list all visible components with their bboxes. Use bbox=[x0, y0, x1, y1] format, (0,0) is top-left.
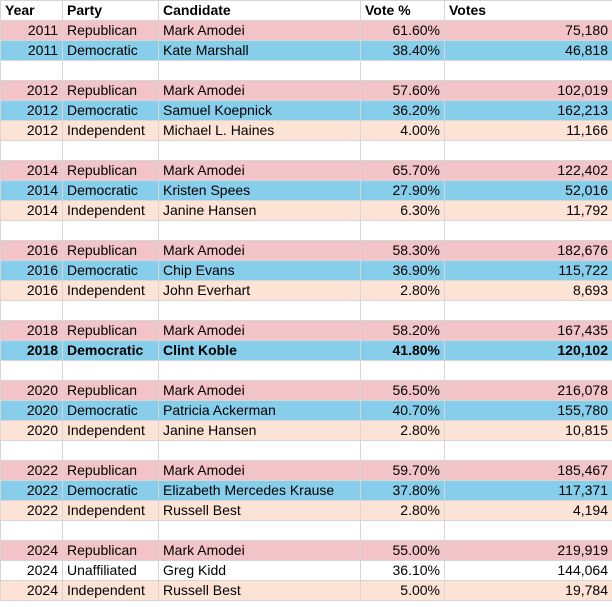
vote-pct-cell: 36.90% bbox=[361, 261, 445, 281]
votes-cell: 11,166 bbox=[445, 121, 612, 141]
spacer-cell bbox=[63, 301, 159, 321]
year-cell: 2011 bbox=[1, 41, 63, 61]
vote-pct-cell: 6.30% bbox=[361, 201, 445, 221]
party-cell: Independent bbox=[63, 421, 159, 441]
spacer-row bbox=[1, 441, 612, 461]
candidate-cell: Mark Amodei bbox=[159, 21, 361, 41]
candidate-cell: Clint Koble bbox=[159, 341, 361, 361]
party-cell: Independent bbox=[63, 501, 159, 521]
year-cell: 2012 bbox=[1, 101, 63, 121]
votes-cell: 52,016 bbox=[445, 181, 612, 201]
spacer-cell bbox=[63, 221, 159, 241]
party-cell: Independent bbox=[63, 201, 159, 221]
votes-cell: 8,693 bbox=[445, 281, 612, 301]
table-row bbox=[1, 21, 612, 41]
table-body bbox=[1, 21, 612, 601]
table-row bbox=[1, 401, 612, 421]
table-row bbox=[1, 181, 612, 201]
party-cell: Democratic bbox=[63, 401, 159, 421]
party-cell: Democratic bbox=[63, 341, 159, 361]
vote-pct-cell: 58.30% bbox=[361, 241, 445, 261]
party-cell: Republican bbox=[63, 321, 159, 341]
votes-cell: 162,213 bbox=[445, 101, 612, 121]
votes-cell: 155,780 bbox=[445, 401, 612, 421]
party-cell: Independent bbox=[63, 121, 159, 141]
table-row bbox=[1, 421, 612, 441]
year-cell: 2011 bbox=[1, 21, 63, 41]
candidate-cell: Janine Hansen bbox=[159, 421, 361, 441]
table-row bbox=[1, 281, 612, 301]
table-row bbox=[1, 241, 612, 261]
party-cell: Unaffiliated bbox=[63, 561, 159, 581]
votes-cell: 19,784 bbox=[445, 581, 612, 601]
header-party: Party bbox=[63, 1, 159, 21]
spacer-row bbox=[1, 301, 612, 321]
party-cell: Democratic bbox=[63, 101, 159, 121]
votes-cell: 115,722 bbox=[445, 261, 612, 281]
spacer-cell bbox=[159, 361, 361, 381]
vote-pct-cell: 59.70% bbox=[361, 461, 445, 481]
votes-cell: 117,371 bbox=[445, 481, 612, 501]
spacer-cell bbox=[159, 141, 361, 161]
year-cell: 2024 bbox=[1, 561, 63, 581]
spacer-cell bbox=[1, 301, 63, 321]
table-row bbox=[1, 161, 612, 181]
candidate-cell: Elizabeth Mercedes Krause bbox=[159, 481, 361, 501]
votes-cell: 120,102 bbox=[445, 341, 612, 361]
spacer-cell bbox=[1, 361, 63, 381]
spacer-row bbox=[1, 141, 612, 161]
vote-pct-cell: 2.80% bbox=[361, 501, 445, 521]
spacer-cell bbox=[1, 441, 63, 461]
votes-cell: 11,792 bbox=[445, 201, 612, 221]
party-cell: Republican bbox=[63, 461, 159, 481]
vote-pct-cell: 57.60% bbox=[361, 81, 445, 101]
table-row bbox=[1, 341, 612, 361]
spacer-cell bbox=[63, 441, 159, 461]
spacer-cell bbox=[445, 301, 612, 321]
year-cell: 2016 bbox=[1, 281, 63, 301]
party-cell: Republican bbox=[63, 21, 159, 41]
table-row bbox=[1, 481, 612, 501]
header-vote-pct: Vote % bbox=[361, 1, 445, 21]
candidate-cell: Mark Amodei bbox=[159, 81, 361, 101]
year-cell: 2020 bbox=[1, 421, 63, 441]
spacer-cell bbox=[1, 221, 63, 241]
vote-pct-cell: 36.10% bbox=[361, 561, 445, 581]
votes-cell: 122,402 bbox=[445, 161, 612, 181]
vote-pct-cell: 65.70% bbox=[361, 161, 445, 181]
year-cell: 2020 bbox=[1, 381, 63, 401]
year-cell: 2014 bbox=[1, 201, 63, 221]
year-cell: 2022 bbox=[1, 481, 63, 501]
spacer-cell bbox=[1, 61, 63, 81]
header-candidate: Candidate bbox=[159, 1, 361, 21]
vote-pct-cell: 41.80% bbox=[361, 341, 445, 361]
votes-cell: 167,435 bbox=[445, 321, 612, 341]
party-cell: Republican bbox=[63, 381, 159, 401]
votes-cell: 144,064 bbox=[445, 561, 612, 581]
spacer-cell bbox=[159, 221, 361, 241]
spacer-cell bbox=[63, 521, 159, 541]
spacer-cell bbox=[159, 61, 361, 81]
vote-pct-cell: 36.20% bbox=[361, 101, 445, 121]
candidate-cell: Mark Amodei bbox=[159, 241, 361, 261]
party-cell: Republican bbox=[63, 541, 159, 561]
candidate-cell: Mark Amodei bbox=[159, 161, 361, 181]
spacer-cell bbox=[361, 61, 445, 81]
spacer-cell bbox=[361, 441, 445, 461]
votes-cell: 182,676 bbox=[445, 241, 612, 261]
spacer-cell bbox=[361, 301, 445, 321]
vote-pct-cell: 55.00% bbox=[361, 541, 445, 561]
year-cell: 2012 bbox=[1, 121, 63, 141]
spacer-row bbox=[1, 361, 612, 381]
spacer-cell bbox=[159, 521, 361, 541]
candidate-cell: Russell Best bbox=[159, 581, 361, 601]
candidate-cell: Patricia Ackerman bbox=[159, 401, 361, 421]
year-cell: 2022 bbox=[1, 501, 63, 521]
table-row bbox=[1, 201, 612, 221]
candidate-cell: Mark Amodei bbox=[159, 461, 361, 481]
votes-cell: 219,919 bbox=[445, 541, 612, 561]
spacer-cell bbox=[445, 141, 612, 161]
table-row bbox=[1, 321, 612, 341]
candidate-cell: Kate Marshall bbox=[159, 41, 361, 61]
votes-cell: 4,194 bbox=[445, 501, 612, 521]
year-cell: 2014 bbox=[1, 161, 63, 181]
candidate-cell: Chip Evans bbox=[159, 261, 361, 281]
votes-cell: 185,467 bbox=[445, 461, 612, 481]
spacer-cell bbox=[1, 141, 63, 161]
spacer-cell bbox=[63, 361, 159, 381]
candidate-cell: Mark Amodei bbox=[159, 541, 361, 561]
table-row bbox=[1, 561, 612, 581]
party-cell: Democratic bbox=[63, 41, 159, 61]
spacer-cell bbox=[63, 141, 159, 161]
table-row bbox=[1, 121, 612, 141]
year-cell: 2014 bbox=[1, 181, 63, 201]
header-row bbox=[1, 1, 612, 21]
votes-cell: 102,019 bbox=[445, 81, 612, 101]
party-cell: Democratic bbox=[63, 181, 159, 201]
vote-pct-cell: 37.80% bbox=[361, 481, 445, 501]
spacer-cell bbox=[361, 521, 445, 541]
vote-pct-cell: 27.90% bbox=[361, 181, 445, 201]
table-row bbox=[1, 381, 612, 401]
candidate-cell: Michael L. Haines bbox=[159, 121, 361, 141]
party-cell: Democratic bbox=[63, 481, 159, 501]
header-votes: Votes bbox=[445, 1, 612, 21]
votes-cell: 10,815 bbox=[445, 421, 612, 441]
table-row bbox=[1, 581, 612, 601]
spacer-cell bbox=[159, 441, 361, 461]
year-cell: 2018 bbox=[1, 341, 63, 361]
party-cell: Democratic bbox=[63, 261, 159, 281]
party-cell: Independent bbox=[63, 581, 159, 601]
vote-pct-cell: 2.80% bbox=[361, 421, 445, 441]
candidate-cell: Kristen Spees bbox=[159, 181, 361, 201]
candidate-cell: John Everhart bbox=[159, 281, 361, 301]
candidate-cell: Samuel Koepnick bbox=[159, 101, 361, 121]
header-year: Year bbox=[1, 1, 63, 21]
votes-cell: 75,180 bbox=[445, 21, 612, 41]
year-cell: 2024 bbox=[1, 541, 63, 561]
spacer-row bbox=[1, 521, 612, 541]
spacer-cell bbox=[63, 61, 159, 81]
vote-pct-cell: 61.60% bbox=[361, 21, 445, 41]
spacer-cell bbox=[445, 521, 612, 541]
spacer-cell bbox=[445, 441, 612, 461]
spacer-cell bbox=[361, 141, 445, 161]
table-row bbox=[1, 41, 612, 61]
year-cell: 2020 bbox=[1, 401, 63, 421]
table-row bbox=[1, 541, 612, 561]
votes-cell: 46,818 bbox=[445, 41, 612, 61]
spacer-cell bbox=[159, 301, 361, 321]
candidate-cell: Mark Amodei bbox=[159, 321, 361, 341]
table-row bbox=[1, 261, 612, 281]
candidate-cell: Janine Hansen bbox=[159, 201, 361, 221]
year-cell: 2024 bbox=[1, 581, 63, 601]
candidate-cell: Greg Kidd bbox=[159, 561, 361, 581]
party-cell: Republican bbox=[63, 241, 159, 261]
spacer-cell bbox=[445, 361, 612, 381]
table-row bbox=[1, 81, 612, 101]
vote-pct-cell: 38.40% bbox=[361, 41, 445, 61]
vote-pct-cell: 5.00% bbox=[361, 581, 445, 601]
vote-pct-cell: 2.80% bbox=[361, 281, 445, 301]
table-row bbox=[1, 461, 612, 481]
table-row bbox=[1, 101, 612, 121]
vote-pct-cell: 4.00% bbox=[361, 121, 445, 141]
year-cell: 2016 bbox=[1, 241, 63, 261]
spacer-cell bbox=[361, 221, 445, 241]
candidate-cell: Mark Amodei bbox=[159, 381, 361, 401]
candidate-cell: Russell Best bbox=[159, 501, 361, 521]
vote-pct-cell: 58.20% bbox=[361, 321, 445, 341]
year-cell: 2022 bbox=[1, 461, 63, 481]
spacer-cell bbox=[1, 521, 63, 541]
spacer-cell bbox=[445, 221, 612, 241]
party-cell: Republican bbox=[63, 161, 159, 181]
year-cell: 2012 bbox=[1, 81, 63, 101]
vote-pct-cell: 56.50% bbox=[361, 381, 445, 401]
spacer-cell bbox=[361, 361, 445, 381]
party-cell: Independent bbox=[63, 281, 159, 301]
spacer-cell bbox=[445, 61, 612, 81]
year-cell: 2016 bbox=[1, 261, 63, 281]
party-cell: Republican bbox=[63, 81, 159, 101]
spacer-row bbox=[1, 221, 612, 241]
votes-cell: 216,078 bbox=[445, 381, 612, 401]
vote-pct-cell: 40.70% bbox=[361, 401, 445, 421]
year-cell: 2018 bbox=[1, 321, 63, 341]
table-row bbox=[1, 501, 612, 521]
spacer-row bbox=[1, 61, 612, 81]
